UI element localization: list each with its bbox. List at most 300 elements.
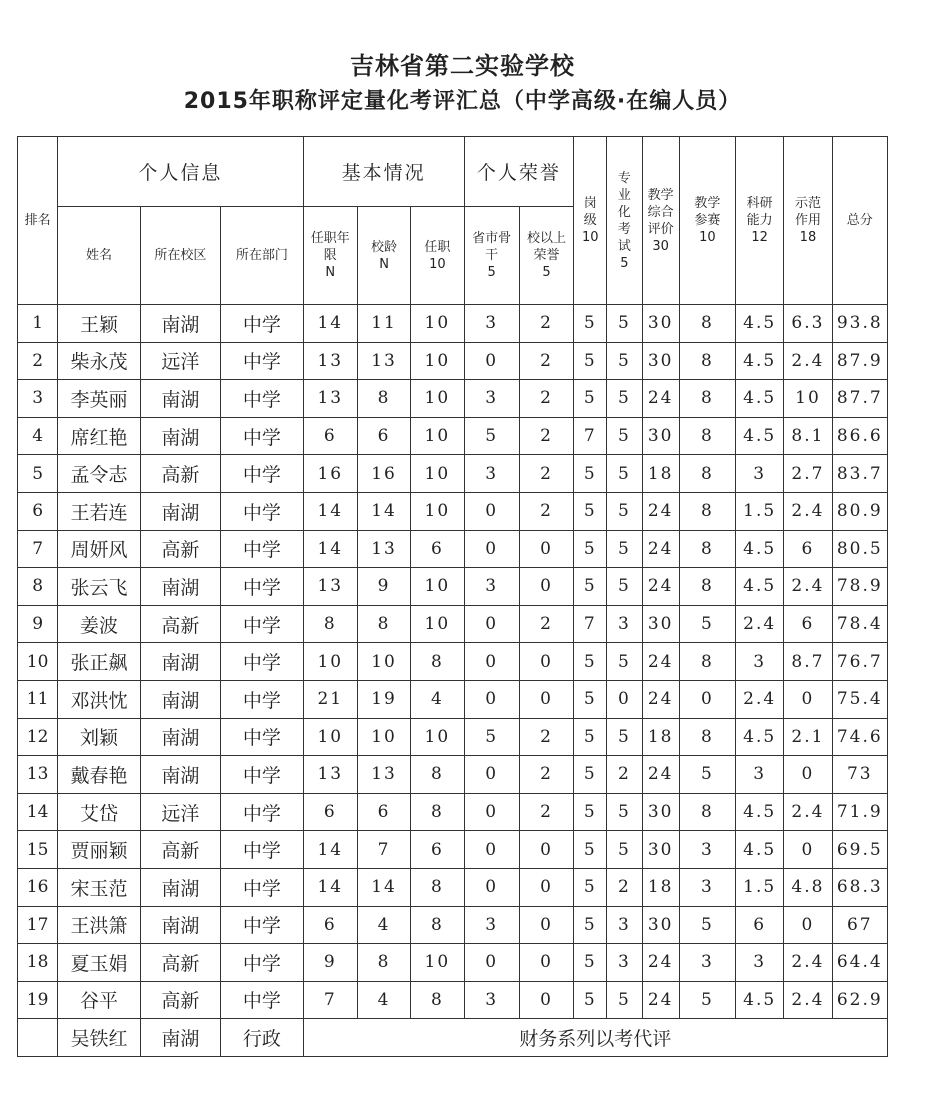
seniority-cell: 4 — [357, 981, 410, 1019]
table-row — [18, 417, 888, 455]
name-cell: 周妍风 — [58, 530, 140, 568]
rank-cell: 3 — [18, 380, 58, 418]
level-cell: 5 — [574, 342, 607, 380]
campus-cell: 南湖 — [140, 680, 220, 718]
exam-cell: 0 — [607, 680, 642, 718]
name-cell: 王颖 — [58, 305, 140, 343]
teaching-evaluation-cell: 18 — [642, 868, 679, 906]
name-cell: 邓洪忱 — [58, 680, 140, 718]
dept-cell: 中学 — [221, 492, 303, 530]
exam-cell: 5 — [607, 342, 642, 380]
post-cell: 8 — [411, 793, 464, 831]
dept-cell: 中学 — [221, 680, 303, 718]
level-cell: 5 — [574, 718, 607, 756]
post-cell: 10 — [411, 380, 464, 418]
footer-campus: 南湖 — [140, 1019, 220, 1057]
rank-cell: 15 — [18, 831, 58, 869]
honor-cell: 2 — [519, 417, 573, 455]
exam-cell: 5 — [607, 380, 642, 418]
rank-cell: 11 — [18, 680, 58, 718]
demonstration-cell: 0 — [784, 756, 832, 794]
teaching-evaluation-cell: 18 — [642, 455, 679, 493]
name-cell: 席红艳 — [58, 417, 140, 455]
total-cell: 80.5 — [832, 530, 887, 568]
teaching-evaluation-cell: 30 — [642, 417, 679, 455]
campus-cell: 远洋 — [140, 342, 220, 380]
research-cell: 4.5 — [736, 342, 784, 380]
exam-cell: 5 — [607, 643, 642, 681]
teaching-evaluation-cell: 24 — [642, 492, 679, 530]
demonstration-cell: 8.7 — [784, 643, 832, 681]
seniority-cell: 13 — [357, 530, 410, 568]
teaching-evaluation-cell: 30 — [642, 793, 679, 831]
campus-cell: 南湖 — [140, 643, 220, 681]
total-cell: 75.4 — [832, 680, 887, 718]
level-cell: 5 — [574, 981, 607, 1019]
backbone-cell: 3 — [464, 981, 519, 1019]
seniority-cell: 7 — [357, 831, 410, 869]
teaching-contest-cell: 0 — [679, 680, 735, 718]
teaching-contest-cell: 8 — [679, 455, 735, 493]
dept-cell: 中学 — [221, 455, 303, 493]
demonstration-cell: 4.8 — [784, 868, 832, 906]
name-cell: 刘颖 — [58, 718, 140, 756]
header-group-honor: 个人荣誉 — [464, 137, 574, 207]
name-cell: 艾岱 — [58, 793, 140, 831]
teaching-evaluation-cell: 30 — [642, 342, 679, 380]
table-row — [18, 793, 888, 831]
exam-cell: 5 — [607, 417, 642, 455]
seniority-cell: 4 — [357, 906, 410, 944]
dept-cell: 中学 — [221, 605, 303, 643]
exam-cell: 5 — [607, 793, 642, 831]
exam-cell: 2 — [607, 868, 642, 906]
tenure-cell: 7 — [303, 981, 357, 1019]
table-row — [18, 492, 888, 530]
backbone-cell: 0 — [464, 680, 519, 718]
research-cell: 2.4 — [736, 605, 784, 643]
name-cell: 柴永茂 — [58, 342, 140, 380]
level-cell: 5 — [574, 868, 607, 906]
total-cell: 62.9 — [832, 981, 887, 1019]
dept-cell: 中学 — [221, 530, 303, 568]
total-cell: 73 — [832, 756, 887, 794]
post-cell: 8 — [411, 906, 464, 944]
dept-cell: 中学 — [221, 305, 303, 343]
post-cell: 10 — [411, 492, 464, 530]
dept-cell: 中学 — [221, 981, 303, 1019]
rank-cell: 14 — [18, 793, 58, 831]
teaching-evaluation-cell: 24 — [642, 944, 679, 982]
honor-cell: 2 — [519, 793, 573, 831]
teaching-contest-cell: 3 — [679, 868, 735, 906]
demonstration-cell: 8.1 — [784, 417, 832, 455]
honor-cell: 2 — [519, 455, 573, 493]
post-cell: 10 — [411, 568, 464, 606]
campus-cell: 南湖 — [140, 305, 220, 343]
campus-cell: 高新 — [140, 530, 220, 568]
research-cell: 4.5 — [736, 568, 784, 606]
level-cell: 5 — [574, 492, 607, 530]
seniority-cell: 10 — [357, 718, 410, 756]
table-row — [18, 380, 888, 418]
level-cell: 5 — [574, 530, 607, 568]
table-row — [18, 680, 888, 718]
exam-cell: 5 — [607, 718, 642, 756]
dept-cell: 中学 — [221, 906, 303, 944]
teaching-contest-cell: 8 — [679, 568, 735, 606]
teaching-contest-cell: 5 — [679, 605, 735, 643]
level-cell: 5 — [574, 455, 607, 493]
demonstration-cell: 2.4 — [784, 568, 832, 606]
teaching-evaluation-cell: 24 — [642, 756, 679, 794]
teaching-evaluation-cell: 30 — [642, 305, 679, 343]
honor-cell: 2 — [519, 718, 573, 756]
name-cell: 谷平 — [58, 981, 140, 1019]
total-cell: 74.6 — [832, 718, 887, 756]
backbone-cell: 0 — [464, 342, 519, 380]
seniority-cell: 14 — [357, 868, 410, 906]
research-cell: 4.5 — [736, 417, 784, 455]
teaching-evaluation-cell: 24 — [642, 380, 679, 418]
exam-cell: 5 — [607, 455, 642, 493]
total-cell: 68.3 — [832, 868, 887, 906]
table-row — [18, 342, 888, 380]
exam-cell: 3 — [607, 944, 642, 982]
header-name: 姓名 — [58, 207, 140, 305]
teaching-evaluation-cell: 24 — [642, 568, 679, 606]
seniority-cell: 19 — [357, 680, 410, 718]
level-cell: 5 — [574, 380, 607, 418]
research-cell: 4.5 — [736, 530, 784, 568]
name-cell: 张正飙 — [58, 643, 140, 681]
name-cell: 李英丽 — [58, 380, 140, 418]
rank-cell: 19 — [18, 981, 58, 1019]
research-cell: 4.5 — [736, 981, 784, 1019]
post-cell: 8 — [411, 643, 464, 681]
demonstration-cell: 2.4 — [784, 342, 832, 380]
teaching-contest-cell: 8 — [679, 793, 735, 831]
campus-cell: 南湖 — [140, 568, 220, 606]
research-cell: 6 — [736, 906, 784, 944]
dept-cell: 中学 — [221, 643, 303, 681]
backbone-cell: 3 — [464, 568, 519, 606]
demonstration-cell: 2.4 — [784, 492, 832, 530]
level-cell: 5 — [574, 944, 607, 982]
post-cell: 10 — [411, 342, 464, 380]
demonstration-cell: 6 — [784, 530, 832, 568]
total-cell: 87.7 — [832, 380, 887, 418]
research-cell: 4.5 — [736, 305, 784, 343]
footer-note: 财务系列以考代评 — [303, 1019, 887, 1057]
total-cell: 93.8 — [832, 305, 887, 343]
seniority-cell: 10 — [357, 643, 410, 681]
research-cell: 4.5 — [736, 380, 784, 418]
teaching-evaluation-cell: 18 — [642, 718, 679, 756]
teaching-contest-cell: 8 — [679, 305, 735, 343]
post-cell: 4 — [411, 680, 464, 718]
seniority-cell: 8 — [357, 380, 410, 418]
post-cell: 10 — [411, 305, 464, 343]
post-cell: 10 — [411, 718, 464, 756]
demonstration-cell: 2.4 — [784, 981, 832, 1019]
name-cell: 戴春艳 — [58, 756, 140, 794]
rank-cell: 1 — [18, 305, 58, 343]
table-row — [18, 605, 888, 643]
dept-cell: 中学 — [221, 342, 303, 380]
post-cell: 6 — [411, 530, 464, 568]
dept-cell: 中学 — [221, 944, 303, 982]
header-demonstration: 示范 作用 18 — [784, 137, 832, 305]
backbone-cell: 3 — [464, 305, 519, 343]
campus-cell: 南湖 — [140, 492, 220, 530]
level-cell: 5 — [574, 831, 607, 869]
backbone-cell: 0 — [464, 831, 519, 869]
backbone-cell: 0 — [464, 643, 519, 681]
honor-cell: 0 — [519, 981, 573, 1019]
teaching-evaluation-cell: 24 — [642, 530, 679, 568]
total-cell: 87.9 — [832, 342, 887, 380]
rank-cell: 4 — [18, 417, 58, 455]
header-research: 科研 能力 12 — [736, 137, 784, 305]
level-cell: 5 — [574, 906, 607, 944]
header-honor: 校以上 荣誉 5 — [519, 207, 573, 305]
backbone-cell: 0 — [464, 868, 519, 906]
name-cell: 张云飞 — [58, 568, 140, 606]
backbone-cell: 0 — [464, 756, 519, 794]
seniority-cell: 13 — [357, 756, 410, 794]
table-row — [18, 530, 888, 568]
research-cell: 3 — [736, 756, 784, 794]
tenure-cell: 13 — [303, 568, 357, 606]
teaching-contest-cell: 5 — [679, 756, 735, 794]
teaching-evaluation-cell: 24 — [642, 643, 679, 681]
research-cell: 3 — [736, 455, 784, 493]
research-cell: 4.5 — [736, 831, 784, 869]
header-dept: 所在部门 — [221, 207, 303, 305]
teaching-contest-cell: 8 — [679, 380, 735, 418]
seniority-cell: 6 — [357, 417, 410, 455]
tenure-cell: 14 — [303, 492, 357, 530]
teaching-evaluation-cell: 30 — [642, 605, 679, 643]
score-table — [17, 136, 888, 1057]
honor-cell: 0 — [519, 944, 573, 982]
total-cell: 69.5 — [832, 831, 887, 869]
tenure-cell: 14 — [303, 530, 357, 568]
rank-cell: 17 — [18, 906, 58, 944]
footer-dept: 行政 — [221, 1019, 303, 1057]
table-row — [18, 718, 888, 756]
campus-cell: 南湖 — [140, 868, 220, 906]
honor-cell: 0 — [519, 831, 573, 869]
table-row — [18, 831, 888, 869]
dept-cell: 中学 — [221, 868, 303, 906]
exam-cell: 3 — [607, 605, 642, 643]
demonstration-cell: 0 — [784, 831, 832, 869]
demonstration-cell: 2.7 — [784, 455, 832, 493]
backbone-cell: 3 — [464, 455, 519, 493]
campus-cell: 高新 — [140, 455, 220, 493]
dept-cell: 中学 — [221, 568, 303, 606]
seniority-cell: 9 — [357, 568, 410, 606]
teaching-contest-cell: 8 — [679, 492, 735, 530]
total-cell: 80.9 — [832, 492, 887, 530]
table-row — [18, 643, 888, 681]
total-cell: 71.9 — [832, 793, 887, 831]
tenure-cell: 6 — [303, 906, 357, 944]
table-body — [18, 305, 888, 1019]
total-cell: 64.4 — [832, 944, 887, 982]
table-row — [18, 944, 888, 982]
dept-cell: 中学 — [221, 831, 303, 869]
table-footer — [18, 1019, 888, 1057]
demonstration-cell: 0 — [784, 906, 832, 944]
footer-name: 吴铁红 — [58, 1019, 140, 1057]
level-cell: 5 — [574, 756, 607, 794]
table-row — [18, 756, 888, 794]
campus-cell: 高新 — [140, 944, 220, 982]
campus-cell: 南湖 — [140, 718, 220, 756]
teaching-evaluation-cell: 24 — [642, 981, 679, 1019]
exam-cell: 5 — [607, 492, 642, 530]
seniority-cell: 8 — [357, 605, 410, 643]
exam-cell: 5 — [607, 305, 642, 343]
tenure-cell: 14 — [303, 305, 357, 343]
backbone-cell: 0 — [464, 530, 519, 568]
table-header — [18, 137, 888, 305]
header-level: 岗 级 10 — [574, 137, 607, 305]
demonstration-cell: 2.4 — [784, 944, 832, 982]
rank-cell: 2 — [18, 342, 58, 380]
table-row — [18, 568, 888, 606]
exam-cell: 5 — [607, 831, 642, 869]
footer-row — [18, 1019, 888, 1057]
total-cell: 78.9 — [832, 568, 887, 606]
research-cell: 3 — [736, 944, 784, 982]
backbone-cell: 3 — [464, 906, 519, 944]
tenure-cell: 14 — [303, 868, 357, 906]
teaching-contest-cell: 8 — [679, 643, 735, 681]
header-post: 任职 10 — [411, 207, 464, 305]
total-cell: 78.4 — [832, 605, 887, 643]
tenure-cell: 6 — [303, 793, 357, 831]
document-title: 吉林省第二实验学校 — [350, 52, 575, 80]
level-cell: 7 — [574, 417, 607, 455]
backbone-cell: 0 — [464, 605, 519, 643]
demonstration-cell: 2.1 — [784, 718, 832, 756]
header-total: 总分 — [832, 137, 887, 305]
level-cell: 5 — [574, 680, 607, 718]
tenure-cell: 6 — [303, 417, 357, 455]
header-group-basic: 基本情况 — [303, 137, 464, 207]
header-rank: 排名 — [18, 137, 58, 305]
rank-cell: 18 — [18, 944, 58, 982]
campus-cell: 高新 — [140, 605, 220, 643]
honor-cell: 2 — [519, 492, 573, 530]
teaching-contest-cell: 8 — [679, 342, 735, 380]
table-row — [18, 455, 888, 493]
rank-cell: 5 — [18, 455, 58, 493]
honor-cell: 0 — [519, 906, 573, 944]
name-cell: 王若连 — [58, 492, 140, 530]
rank-cell: 7 — [18, 530, 58, 568]
backbone-cell: 5 — [464, 417, 519, 455]
teaching-contest-cell: 5 — [679, 981, 735, 1019]
tenure-cell: 13 — [303, 756, 357, 794]
header-teaching-contest: 教学 参赛 10 — [679, 137, 735, 305]
footer-rank-cell — [18, 1019, 58, 1057]
name-cell: 宋玉范 — [58, 868, 140, 906]
tenure-cell: 14 — [303, 831, 357, 869]
name-cell: 夏玉娟 — [58, 944, 140, 982]
post-cell: 6 — [411, 831, 464, 869]
seniority-cell: 14 — [357, 492, 410, 530]
dept-cell: 中学 — [221, 756, 303, 794]
research-cell: 4.5 — [736, 718, 784, 756]
rank-cell: 9 — [18, 605, 58, 643]
header-campus: 所在校区 — [140, 207, 220, 305]
post-cell: 10 — [411, 944, 464, 982]
demonstration-cell: 2.4 — [784, 793, 832, 831]
demonstration-cell: 10 — [784, 380, 832, 418]
honor-cell: 0 — [519, 868, 573, 906]
level-cell: 5 — [574, 568, 607, 606]
backbone-cell: 0 — [464, 492, 519, 530]
demonstration-cell: 6.3 — [784, 305, 832, 343]
backbone-cell: 3 — [464, 380, 519, 418]
research-cell: 1.5 — [736, 492, 784, 530]
level-cell: 5 — [574, 305, 607, 343]
tenure-cell: 13 — [303, 342, 357, 380]
exam-cell: 3 — [607, 906, 642, 944]
research-cell: 2.4 — [736, 680, 784, 718]
rank-cell: 13 — [18, 756, 58, 794]
post-cell: 10 — [411, 605, 464, 643]
exam-cell: 5 — [607, 568, 642, 606]
seniority-cell: 11 — [357, 305, 410, 343]
backbone-cell: 5 — [464, 718, 519, 756]
backbone-cell: 0 — [464, 793, 519, 831]
backbone-cell: 0 — [464, 944, 519, 982]
seniority-cell: 8 — [357, 944, 410, 982]
total-cell: 67 — [832, 906, 887, 944]
tenure-cell: 9 — [303, 944, 357, 982]
tenure-cell: 13 — [303, 380, 357, 418]
teaching-contest-cell: 3 — [679, 944, 735, 982]
campus-cell: 南湖 — [140, 906, 220, 944]
teaching-contest-cell: 8 — [679, 417, 735, 455]
table-row — [18, 906, 888, 944]
rank-cell: 12 — [18, 718, 58, 756]
tenure-cell: 16 — [303, 455, 357, 493]
rank-cell: 8 — [18, 568, 58, 606]
post-cell: 8 — [411, 756, 464, 794]
teaching-contest-cell: 3 — [679, 831, 735, 869]
campus-cell: 南湖 — [140, 380, 220, 418]
teaching-evaluation-cell: 30 — [642, 906, 679, 944]
total-cell: 83.7 — [832, 455, 887, 493]
header-backbone: 省市骨 干 5 — [464, 207, 519, 305]
header-teaching-evaluation: 教学 综合 评价 30 — [642, 137, 679, 305]
honor-cell: 2 — [519, 380, 573, 418]
honor-cell: 0 — [519, 643, 573, 681]
honor-cell: 0 — [519, 568, 573, 606]
honor-cell: 0 — [519, 680, 573, 718]
campus-cell: 高新 — [140, 981, 220, 1019]
name-cell: 王洪箫 — [58, 906, 140, 944]
name-cell: 姜波 — [58, 605, 140, 643]
campus-cell: 南湖 — [140, 756, 220, 794]
